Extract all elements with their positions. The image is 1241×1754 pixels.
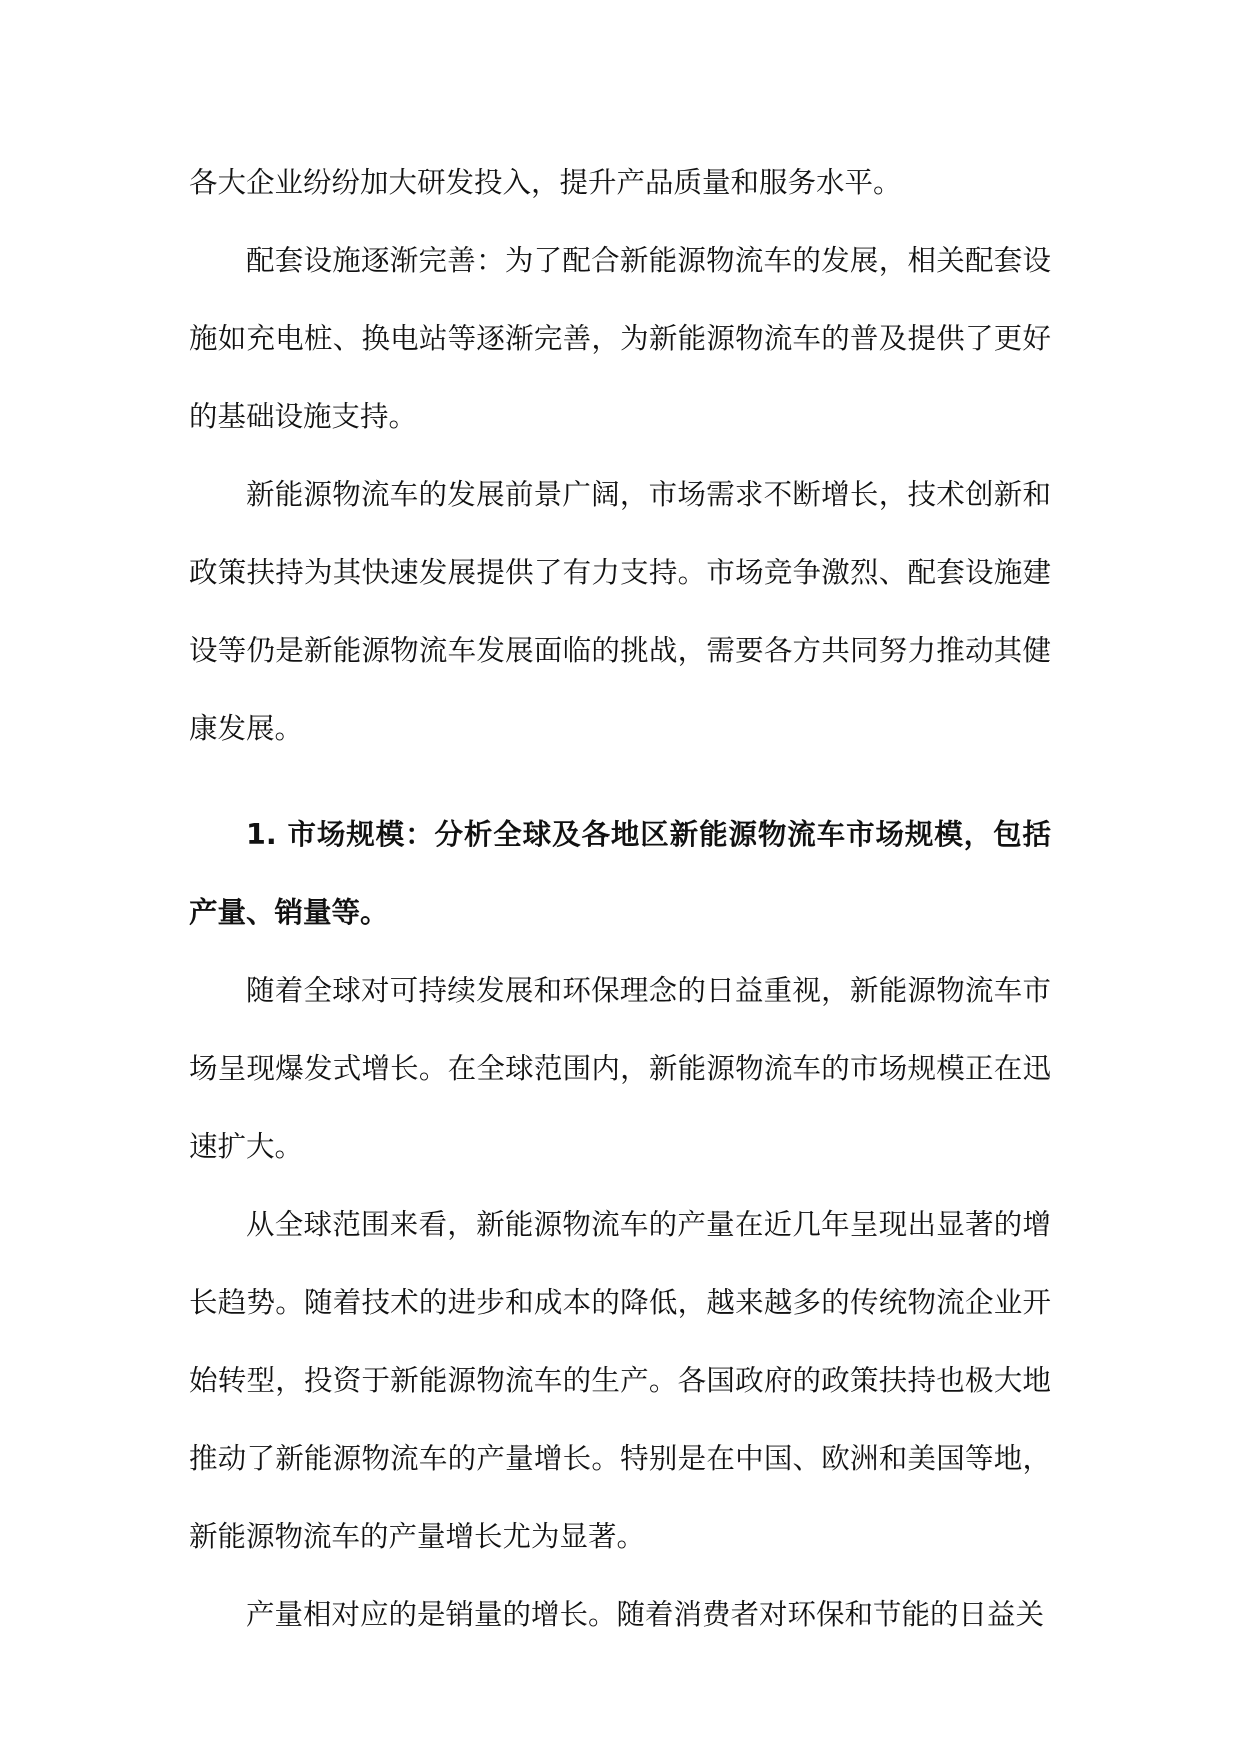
- paragraph-production: 从全球范围来看，新能源物流车的产量在近几年呈现出显著的增长趋势。随着技术的进步和成本的降低，越来越多的传统物流企业开始转型，投资于新能源物流车的生产。各国政府的政策扶持也极大地推动了新能源物流车的产量增长。特别是在中国、欧洲和美国等地，新能源物流车的产量增长尤为显著。: [189, 1208, 1051, 1553]
- paragraph-sales: 产量相对应的是销量的增长。随着消费者对环保和节能的日益关: [246, 1598, 1045, 1631]
- paragraph-global-growth: 随着全球对可持续发展和环保理念的日益重视，新能源物流车市场呈现爆发式增长。在全球范围内，新能源物流车的市场规模正在迅速扩大。: [189, 974, 1051, 1163]
- section-heading-market-size: 1. 市场规模：分析全球及各地区新能源物流车市场规模，包括产量、销量等。: [189, 818, 1051, 929]
- document-body: [189, 144, 1051, 1654]
- paragraph-continuation: 各大企业纷纷加大研发投入，提升产品质量和服务水平。: [189, 166, 902, 199]
- paragraph-outlook: 新能源物流车的发展前景广阔，市场需求不断增长，技术创新和政策扶持为其快速发展提供了有力支持。市场竞争激烈、配套设施建设等仍是新能源物流车发展面临的挑战，需要各方共同努力推动其健康发展。: [189, 478, 1051, 745]
- paragraph-supporting-facilities: 配套设施逐渐完善：为了配合新能源物流车的发展，相关配套设施如充电桩、换电站等逐渐完善，为新能源物流车的普及提供了更好的基础设施支持。: [189, 244, 1051, 433]
